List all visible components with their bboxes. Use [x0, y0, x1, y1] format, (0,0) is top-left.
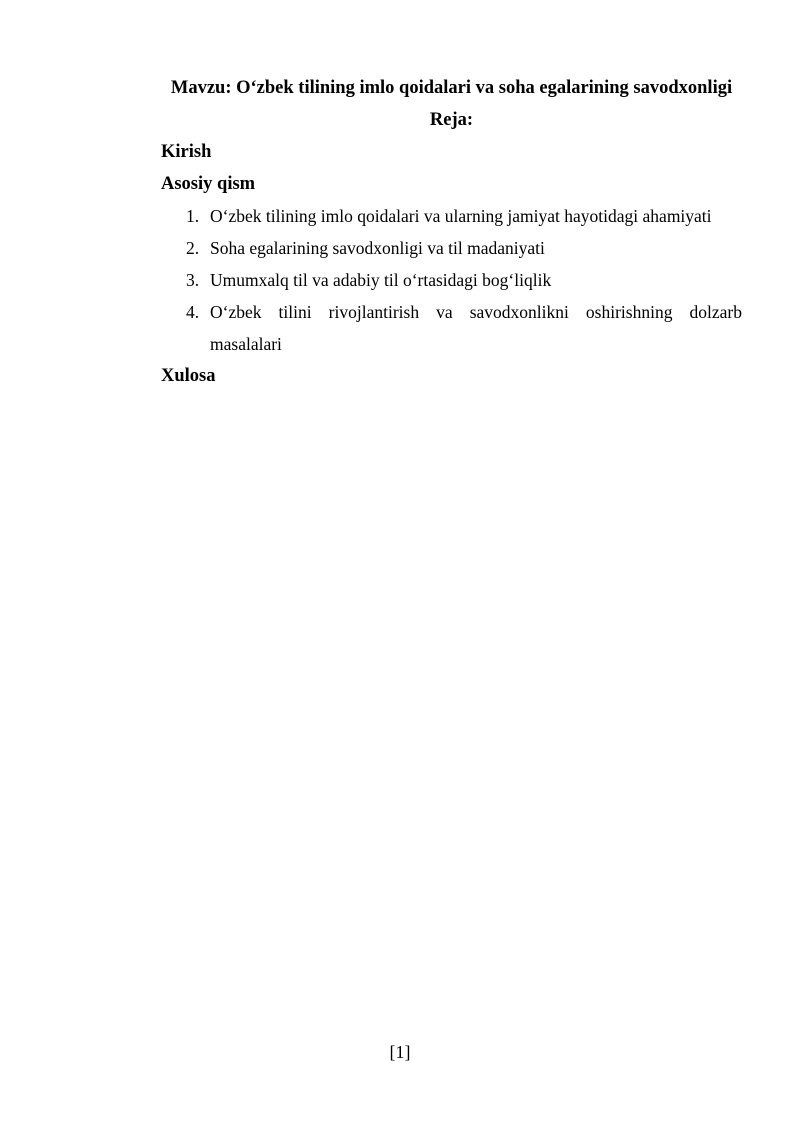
plan-heading: Reja: [429, 110, 474, 130]
conclusion-heading: Xulosa [161, 366, 216, 386]
plan-item [161, 264, 742, 296]
plan-item [161, 200, 742, 232]
plan-item-number: 1. [186, 206, 200, 226]
plan-item-number: 4. [186, 302, 200, 322]
document-body [161, 72, 742, 392]
main-heading: Asosiy qism [161, 174, 256, 194]
plan-item-text: Umumxalq til va adabiy til o‘rtasidagi bog‘liqlik [210, 270, 552, 290]
plan-item [161, 296, 742, 360]
page-number: [1] [389, 1042, 411, 1062]
plan-item-number: 3. [186, 270, 200, 290]
plan-item-text: O‘zbek tilining imlo qoidalari va ularning jamiyat hayotidagi ahamiyati [210, 206, 712, 226]
plan-list [161, 200, 742, 360]
plan-item-text: O‘zbek tilini rivojlantirish va savodxonlikni oshirishning dolzarb masalalari [210, 302, 742, 354]
document-title: Mavzu: O‘zbek tilining imlo qoidalari va soha egalarining savodxonligi [170, 78, 733, 98]
plan-item-number: 2. [186, 238, 200, 258]
plan-item [161, 232, 742, 264]
plan-item-text: Soha egalarining savodxonligi va til madaniyati [210, 238, 545, 258]
intro-heading: Kirish [161, 142, 212, 162]
